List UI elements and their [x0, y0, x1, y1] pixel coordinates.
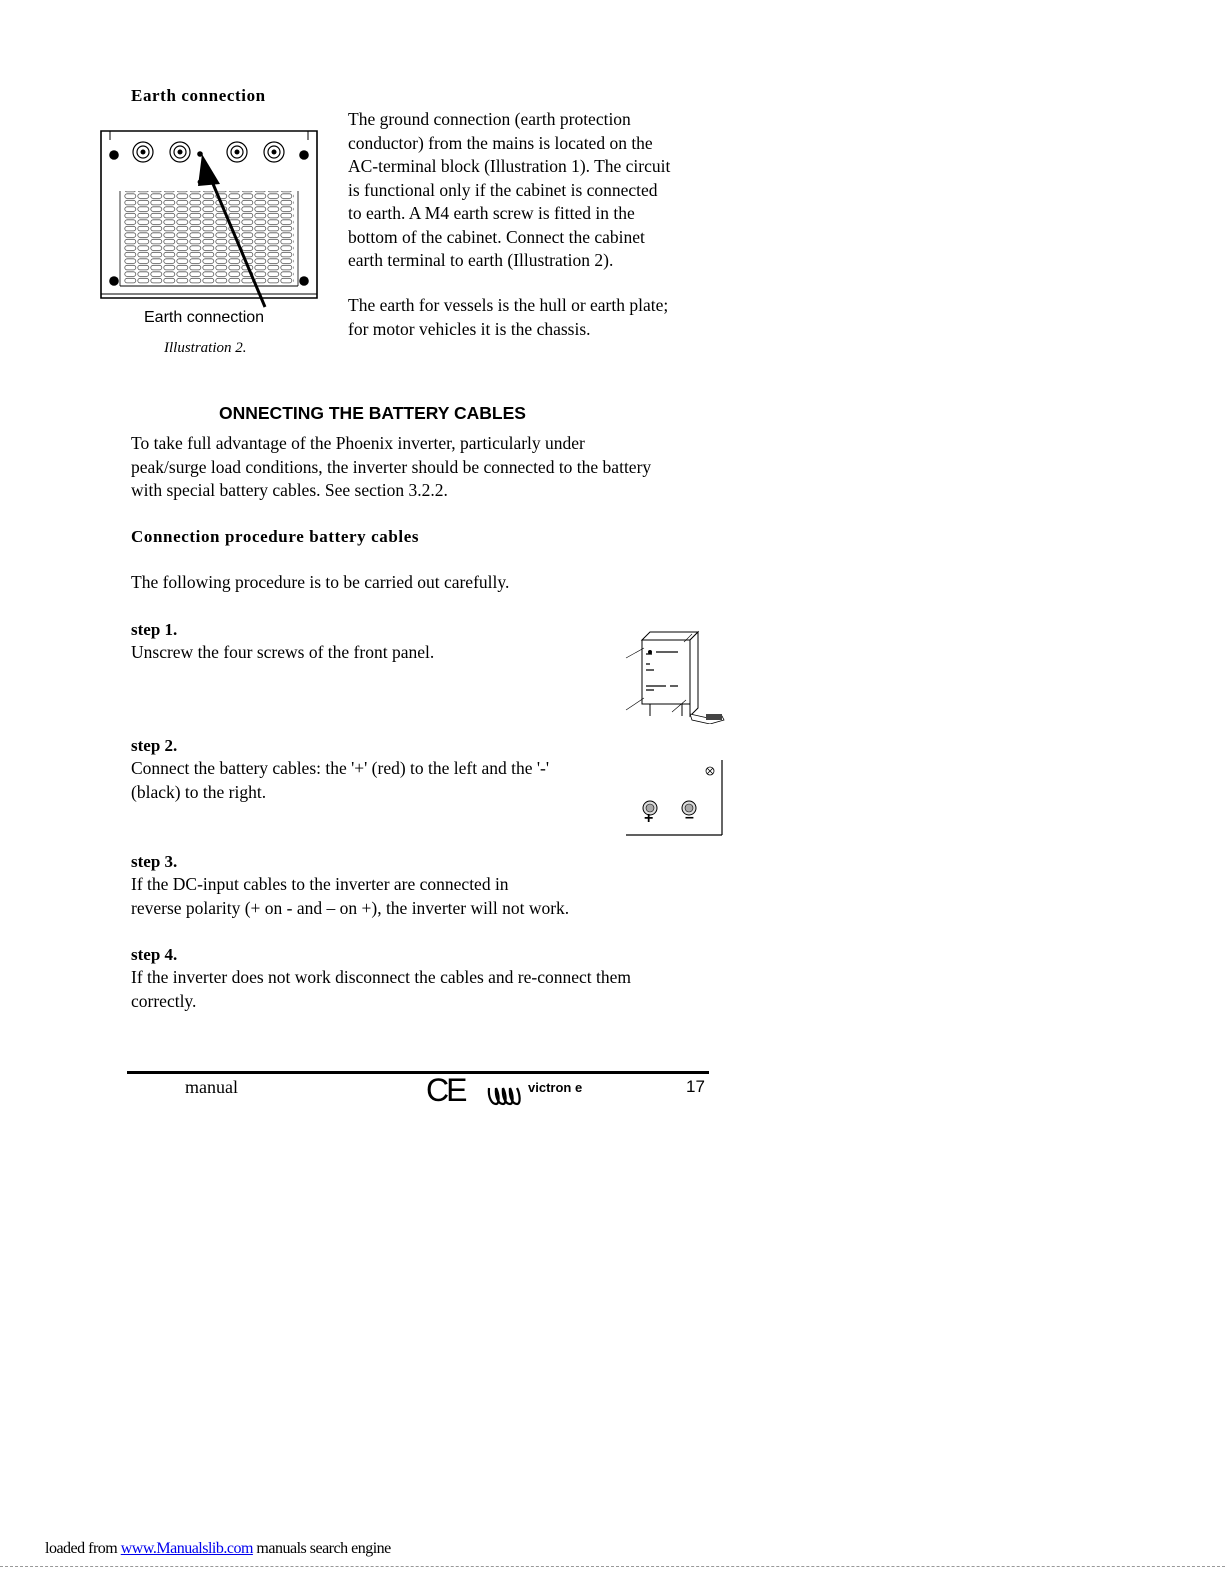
figure-caption: Illustration 2. — [164, 340, 247, 356]
step-3-text — [131, 873, 691, 920]
text-line: If the DC-input cables to the inverter are connected in — [131, 874, 509, 894]
earth-paragraph-1 — [348, 108, 718, 273]
watermark-suffix: manuals search engine — [252, 1540, 391, 1557]
text-line: If the inverter does not work disconnect the cables and re-connect them — [131, 967, 632, 987]
battery-terminals-illustration — [622, 758, 728, 840]
figure-label: Earth connection — [144, 309, 265, 326]
footer-rule — [127, 1071, 709, 1074]
earth-heading: Earth connection — [131, 86, 266, 105]
footer-manual: manual — [185, 1077, 238, 1097]
text-line: for motor vehicles it is the chassis. — [348, 318, 591, 339]
text-line: bottom of the cabinet. Connect the cabinet — [348, 226, 645, 247]
plus-terminal-label: + — [644, 810, 654, 827]
text-line: is functional only if the cabinet is connected — [348, 179, 658, 200]
earth-arrow — [190, 140, 280, 315]
procedure-intro: The following procedure is to be carried out carefully. — [131, 572, 510, 592]
text-line: earth terminal to earth (Illustration 2). — [348, 250, 614, 270]
text-line: The earth for vessels is the hull or earth plate; — [348, 295, 669, 315]
step-4-text — [131, 966, 721, 1013]
page-bottom-rule — [0, 1566, 1225, 1567]
battery-intro — [131, 432, 721, 503]
procedure-heading: Connection procedure battery cables — [131, 527, 420, 546]
text-line: peak/surge load conditions, the inverter should be connected to the battery — [131, 456, 652, 477]
step-1-text: Unscrew the four screws of the front panel. — [131, 642, 435, 662]
page-number: 17 — [686, 1077, 705, 1096]
text-line: The ground connection (earth protection — [348, 109, 631, 129]
manualslib-link[interactable]: www.Manualslib.com — [120, 1540, 253, 1557]
text-line: correctly. — [131, 990, 197, 1011]
text-line: with special battery cables. See section 3.2.2. — [131, 480, 448, 500]
text-line: To take full advantage of the Phoenix inverter, particularly under — [131, 433, 585, 453]
step-2-text — [131, 757, 601, 804]
watermark — [45, 1540, 391, 1558]
minus-terminal-label: – — [685, 809, 694, 826]
step-4-title: step 4. — [131, 945, 178, 964]
ce-mark: CE — [426, 1072, 465, 1108]
step-2-title: step 2. — [131, 736, 178, 755]
step-3-title: step 3. — [131, 852, 178, 871]
brand-name: victron e — [528, 1080, 583, 1095]
text-line: reverse polarity (+ on - and – on +), the inverter will not work. — [131, 897, 570, 918]
step-1-title: step 1. — [131, 620, 178, 639]
victron-logo-icon — [486, 1084, 524, 1108]
text-line: Connect the battery cables: the '+' (red) to the left and the '-' — [131, 758, 550, 778]
text-line: conductor) from the mains is located on the — [348, 132, 653, 153]
text-line: (black) to the right. — [131, 781, 267, 802]
front-panel-screws-illustration — [620, 628, 728, 724]
section-title: ONNECTING THE BATTERY CABLES — [219, 403, 526, 423]
earth-paragraph-2 — [348, 294, 718, 341]
watermark-prefix: loaded from — [45, 1540, 121, 1557]
text-line: AC-terminal block (Illustration 1). The circuit — [348, 156, 671, 176]
text-line: to earth. A M4 earth screw is fitted in the — [348, 203, 635, 223]
